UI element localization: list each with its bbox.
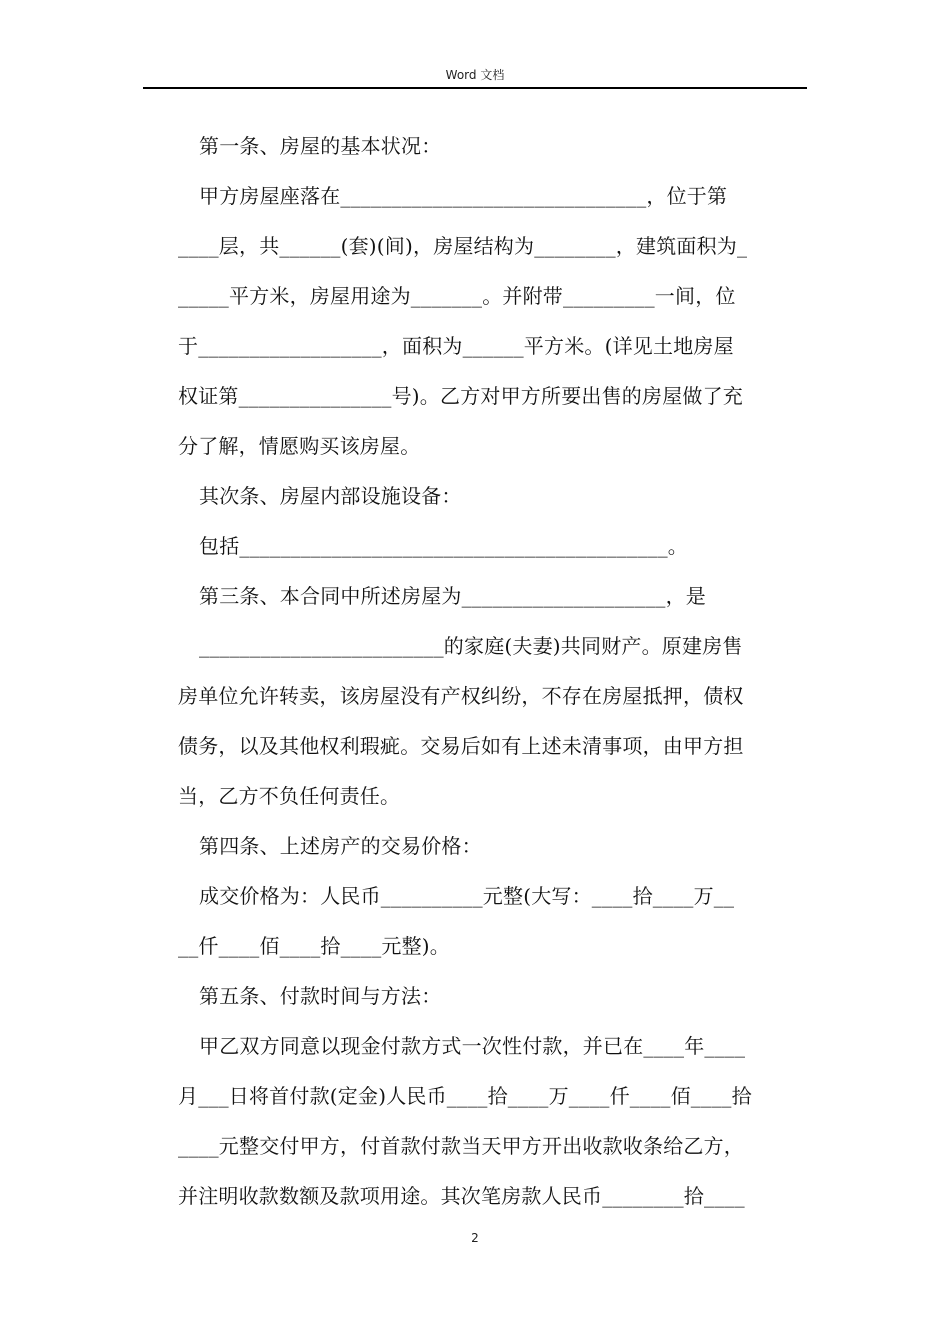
text-line: 月___日将首付款(定金)人民币____拾____万____仟____佰____拾	[178, 1084, 752, 1108]
text-line: 包括__________________________________________。	[199, 534, 688, 558]
text-line: 成交价格为：人民币__________元整(大写：____拾____万__	[199, 884, 735, 908]
article-3-heading: 第三条、本合同中所述房屋为____________________，是	[199, 584, 706, 608]
article-5-heading: 第五条、付款时间与方法：	[199, 984, 442, 1008]
text-line: 于__________________，面积为______平方米。(详见土地房屋	[178, 334, 734, 358]
article-4-heading: 第四条、上述房产的交易价格：	[199, 834, 482, 858]
text-line: ____元整交付甲方，付首款付款当天甲方开出收款收条给乙方，	[178, 1134, 744, 1158]
text-line: 并注明收款数额及款项用途。其次笔房款人民币________拾____	[178, 1184, 745, 1208]
text-line: 权证第_______________号)。乙方对甲方所要出售的房屋做了充	[178, 384, 744, 408]
text-line: ________________________的家庭(夫妻)共同财产。原建房售	[199, 634, 743, 658]
text-line: __仟____佰____拾____元整)。	[178, 934, 451, 958]
text-line: 债务，以及其他权利瑕疵。交易后如有上述未清事项，由甲方担	[178, 734, 744, 758]
text-line: 甲乙双方同意以现金付款方式一次性付款，并已在____年____	[199, 1034, 746, 1058]
article-1-heading: 第一条、房屋的基本状况：	[199, 134, 442, 158]
page-number: 2	[471, 1231, 479, 1245]
text-line: 房单位允许转卖，该房屋没有产权纠纷，不存在房屋抵押，债权	[178, 684, 744, 708]
text-line: 当，乙方不负任何责任。	[178, 784, 401, 808]
page-header: Word 文档	[445, 68, 505, 82]
article-2-heading: 其次条、房屋内部设施设备：	[199, 484, 462, 508]
text-line: 甲方房屋座落在______________________________，位于第	[199, 184, 728, 208]
text-line: _____平方米，房屋用途为_______。并附带_________一间，位	[178, 284, 736, 308]
document-body	[178, 121, 808, 1221]
header-rule	[143, 87, 807, 89]
text-line: 分了解，情愿购买该房屋。	[178, 434, 421, 458]
text-line: ____层，共______(套)(间)，房屋结构为________，建筑面积为_	[178, 234, 748, 258]
